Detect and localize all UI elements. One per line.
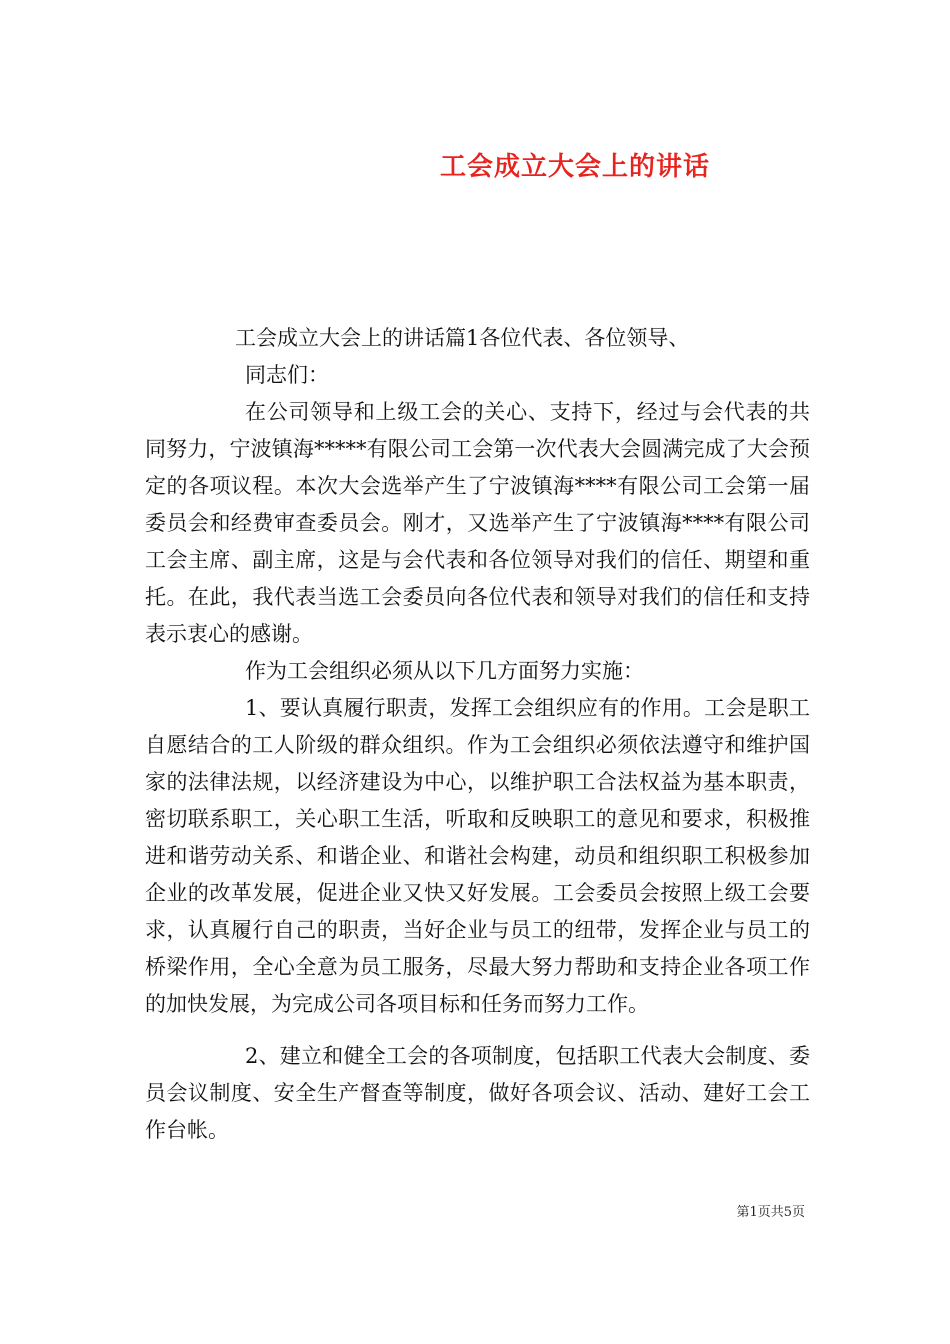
opening-line: 工会成立大会上的讲话篇1各位代表、各位领导、 <box>235 326 690 350</box>
paragraph-task-2: 2、建立和健全工会的各项制度，包括职工代表大会制度、委员会议制度、安全生产督查等制度，做好各项会议、活动、建好工会工作台帐。 <box>145 1044 810 1142</box>
paragraph-thanks: 在公司领导和上级工会的关心、支持下，经过与会代表的共同努力，宁波镇海*****有限公司工会第一次代表大会圆满完成了大会预定的各项议程。本次大会选举产生了宁波镇海****有限公司工会第一届委员会和经费审查委员会。刚才，又选举产生了宁波镇海****有限公司工会主席、副主席，这是与会代表和各位领导对我们的信任、期望和重托。在此，我代表当选工会委员向各位代表和领导对我们的信任和支持表示衷心的感谢。 <box>145 400 810 646</box>
paragraph-intro-tasks: 作为工会组织必须从以下几方面努力实施： <box>245 659 644 683</box>
page-title: 工会成立大会上的讲话 <box>439 152 710 183</box>
document-body <box>145 320 810 1149</box>
paragraph-task-1: 1、要认真履行职责，发挥工会组织应有的作用。工会是职工自愿结合的工人阶级的群众组织。作为工会组织必须依法遵守和维护国家的法律法规，以经济建设为中心，以维护职工合法权益为基本职责，密切联系职工，关心职工生活，听取和反映职工的意见和要求，积极推进和谐劳动关系、和谐企业、和谐社会构建，动员和组织职工积极参加企业的改革发展，促进企业又快又好发展。工会委员会按照上级工会要求，认真履行自己的职责，当好企业与员工的纽带，发挥企业与员工的桥梁作用，全心全意为员工服务，尽最大努力帮助和支持企业各项工作的加快发展，为完成公司各项目标和任务而努力工作。 <box>145 696 810 1016</box>
page-number: 第1页共5页 <box>736 1205 805 1220</box>
greeting-line: 同志们： <box>245 363 329 387</box>
